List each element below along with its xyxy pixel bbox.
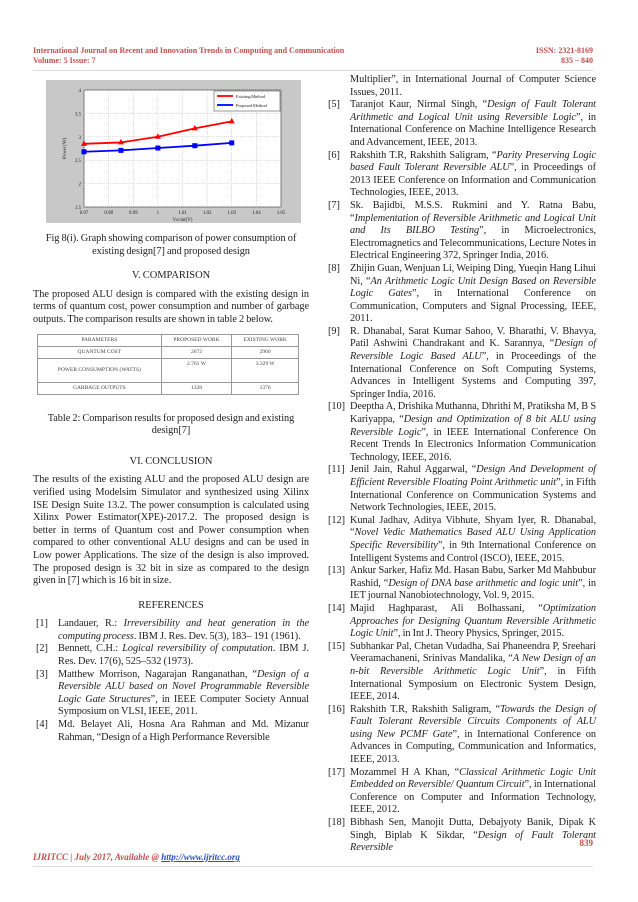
y-tick-label: 2.5: [74, 159, 81, 165]
data-point: [82, 149, 87, 154]
y-tick-label: 3.5: [74, 112, 81, 118]
reference-text: [350, 704, 596, 767]
reference-pre: Taranjot Kaur, Nirmal Singh, “: [350, 99, 488, 111]
reference-pre: Kunal Jadhav, Aditya Vibhute, Shyam Iyer, R. Dhanabal, “: [350, 514, 596, 539]
table-cell: 2.761 W: [161, 358, 232, 382]
reference-post: ”, in International Conference on Machine Intelligence Research and Advancement, IEEE, 2013.: [350, 111, 597, 148]
reference-text: [350, 326, 596, 402]
footer-divider: [33, 866, 593, 867]
footer-text: IJRITCC | July 2017, Available @: [33, 852, 162, 862]
reference-number: [15]: [328, 640, 345, 652]
reference-post: ”, in Microelectronics, Electromagnetics and Telecommunications, Lecture Notes in Electrical Engineering 372, Springer India, 2016.: [350, 225, 596, 262]
reference-item: [328, 603, 596, 641]
reference-post: ”, in IEEE Computer Society Annual Symposium on VLSI, IEEE, 2011.: [58, 693, 309, 718]
reference-title: An Arithmetic Logic Unit Design Based on Reversible Logic Gates: [350, 275, 596, 300]
conclusion-text: The results of the existing ALU and the proposed ALU design are verified using Modelsim Simulator and synthesized using Xilinx ISE Design Suite 13.2. The power consumption is calculated using Xilinx Power Estimator(XPE)-2017.2. The proposed design is better in terms of Quantum cost and Power consumption when compared to other conventional ALU designs and can be used in Low power Applications. The size of the design is also improved. The proposed design is 32 bit in size as compared to the design given in [7] which is 16 bit in size.: [33, 474, 309, 587]
reference-pre: Landauer, R.:: [58, 618, 124, 630]
reference-item: [328, 641, 596, 704]
reference-post: ”, in Fifth International Conference on Communication Systems and Network Technologies, IEEE, 2015.: [350, 477, 596, 514]
reference-number: [17]: [328, 766, 345, 778]
journal-link[interactable]: http://www.ijritcc.org: [161, 852, 240, 862]
y-tick-label: 4: [78, 89, 81, 94]
y-axis-label: Power (W): [63, 137, 68, 160]
x-tick-label: 1.02: [202, 211, 212, 216]
data-point: [229, 140, 234, 145]
reference-item: [328, 464, 596, 514]
table-row: [38, 382, 299, 394]
reference-text: [350, 641, 596, 704]
figure-caption: Fig 8(i). Graph showing comparison of power consumption of existing design[7] and proposed design: [45, 233, 297, 257]
x-tick-label: 1.03: [227, 211, 237, 216]
reference-text: [350, 603, 596, 641]
reference-text: [350, 515, 596, 565]
reference-title: Design and Optimization of 8 bit ALU using Reversible Logic: [350, 414, 596, 438]
reference-item: [328, 515, 596, 565]
reference-text: [350, 401, 596, 464]
reference-number: [2]: [36, 643, 48, 655]
reference-item: [36, 669, 309, 719]
page-number: 839: [579, 838, 593, 848]
reference-text: [58, 669, 309, 719]
reference-item: [328, 401, 596, 464]
comparison-heading: V. COMPARISON: [131, 270, 211, 282]
data-point: [118, 148, 123, 153]
reference-number: [10]: [328, 401, 345, 413]
page-header: [33, 46, 593, 66]
comparison-text: The proposed ALU design is compared with the existing design in terms of quantum cost, power consumption and number of garbage outputs. The comparison results are shown in table 2 below.: [33, 288, 309, 325]
reference-pre: Matthew Morrison, Nagarajan Ranganathan, “: [58, 668, 257, 680]
reference-title: Design of DNA base arithmetic and logic unit: [388, 577, 579, 589]
reference-number: [7]: [328, 199, 340, 211]
legend-label: Existing Method: [236, 94, 265, 99]
reference-number: [5]: [328, 99, 340, 111]
reference-title: Logical reversibility of computation: [122, 643, 273, 655]
power-chart: [46, 80, 301, 223]
issn: ISSN: 2321-8169: [535, 46, 593, 55]
reference-title: Implementation of Reversible Arithmetic and Logical Unit and Its BILBO Testing: [350, 212, 596, 237]
reference-title: Design And Development of Efficient Reversible Floating Point Arithmetic unit: [350, 464, 596, 488]
reference-item: [36, 618, 309, 643]
table-cell: 3.329 W: [232, 358, 299, 382]
table-header: PARAMETERS: [38, 334, 162, 346]
conclusion-heading: VI. CONCLUSION: [129, 455, 213, 467]
reference-text: [350, 565, 596, 603]
table-cell: 1328: [161, 382, 232, 394]
references-list-right: [328, 99, 596, 855]
reference-post: ”, in 9th International Conference on Intelligent Systems and Control (ISCO), IEEE, 2015.: [350, 539, 596, 564]
reference-pre: Ankur Sarker, Hafiz Md. Hasan Babu, Sarker Md Mahbubur Rashid, “: [350, 565, 596, 589]
reference-post: ”, in International Conference on Advances in Computing, Communication and Informatics, IEEE, 2013.: [350, 728, 596, 766]
table-caption: Table 2: Comparison results for proposed design and existing design[7]: [47, 412, 295, 437]
reference-item: [328, 767, 596, 817]
reference-post: ”, in Proceedings of the International Conference on Soft Computing Systems, Advances in Intelligent Systems and Computing 397, Springer India, 2016.: [350, 351, 596, 400]
reference-number: [6]: [328, 149, 340, 161]
reference-title: Towards the Design of Fault Tolerant Reversible Circuits Components of ALU using New PCMF Gate: [350, 703, 596, 740]
comparison-table: [37, 334, 299, 395]
power-chart-figure: [46, 80, 301, 223]
table-header-row: [38, 334, 299, 346]
reference-title: Design of Reversible Logic Based ALU: [350, 338, 597, 363]
table-header: EXISTING WORK: [232, 334, 299, 346]
reference-text: [58, 719, 309, 744]
x-tick-label: 1.05: [276, 211, 286, 216]
reference-number: [8]: [328, 262, 340, 274]
table-cell: 2672: [161, 346, 232, 358]
reference-number: [3]: [36, 668, 48, 680]
x-axis-label: Vccint(V): [172, 218, 193, 223]
x-tick-label: 0.98: [104, 211, 113, 216]
reference-number: [14]: [328, 602, 345, 614]
reference-post: . IBM J. Res. Dev. 17(6), 525–532 (1973).: [58, 643, 309, 668]
x-tick-label: 1.01: [178, 211, 187, 216]
reference-post: . IBM J. Res. Dev. 5(3), 183– 191 (1961).: [133, 630, 301, 642]
reference-title: Classical Arithmetic Logic Unit Embedded on Reversible/ Quantum Circuit: [350, 766, 596, 791]
table-cell: GARBAGE OUTPUTS: [38, 382, 162, 394]
volume-issue: Volume: 5 Issue: 7: [33, 56, 96, 65]
reference-number: [18]: [328, 817, 345, 829]
journal-title: International Journal on Recent and Innovation Trends in Computing and Communication: [33, 46, 345, 55]
reference-pre: R. Dhanabal, Sarat Kumar Sahoo, V. Bharathi, V. Bhavya, Patil Ashwini Chandrakant and K. Sarannya, “: [350, 325, 596, 350]
references-list-left: [33, 618, 309, 744]
reference-pre: Deeptha A, Drishika Muthanna, Dhrithi M, Pratiksha M, B S Kariyappa, “: [350, 401, 596, 426]
reference-text: [350, 767, 596, 817]
reference-pre: Mozammel H A Khan, “: [350, 766, 460, 778]
reference-title: Optimization Approaches for Designing Quantum Reversible Arithmetic Logic Unit: [350, 602, 596, 640]
y-tick-label: 3: [78, 135, 81, 141]
left-column: [33, 80, 309, 744]
reference-item: [328, 263, 596, 326]
reference-text: [350, 263, 596, 326]
reference-title: Design of a Reversible ALU based on Novel Programmable Reversible Logic Gate Structures: [58, 668, 309, 705]
reference-pre: Jenil Jain, Rahul Aggarwal, “: [350, 464, 477, 476]
table-cell: 1376: [232, 382, 299, 394]
data-point: [155, 146, 160, 151]
reference-text: [350, 99, 596, 149]
y-tick-label: 2: [78, 182, 81, 188]
reference-number: [4]: [36, 719, 48, 731]
reference-text: [350, 464, 596, 514]
reference-pre: Zhijin Guan, Wenjuan Li, Weiping Ding, Yueqin Hang Lihui Ni, “: [350, 262, 596, 287]
table-header: PROPOSED WORK: [161, 334, 232, 346]
table-cell: POWER CONSUMPTION (WATTS): [38, 358, 162, 382]
reference-item: [36, 719, 309, 744]
reference-post: ”, in IEEE International Conference On Recent Trends In Electronics Information Communication Technology, IEEE, 2016.: [350, 426, 596, 463]
reference-post: ”, in Int J. Theory Physics, Springer, 2015.: [393, 628, 565, 640]
reference-item: [328, 99, 596, 149]
reference-item: [328, 150, 596, 200]
reference-title: Design of Fault Tolerant Arithmetic and Logical Unit using Reversible Logic: [350, 99, 596, 123]
reference-item: [36, 643, 309, 668]
x-tick-label: 1.04: [252, 211, 261, 216]
table-cell: 2960: [232, 346, 299, 358]
references-heading: REFERENCES: [138, 599, 204, 611]
reference-item: [328, 200, 596, 263]
x-tick-label: 0.97: [79, 211, 89, 216]
reference-pre: Rakshith T.R, Rakshith Saligram, “: [350, 703, 500, 715]
reference-number: [9]: [328, 325, 340, 337]
reference-pre: Subhankar Pal, Chetan Vudadha, Sai Phaneendra P, Sreehari Veeramachaneni, Srinivas Mandalika, “: [350, 640, 596, 665]
reference-item: [328, 817, 596, 855]
reference-text: [350, 200, 596, 263]
y-tick-label: 1.5: [74, 206, 81, 211]
reference-post: ”, in International Conference on Communication, Computers and Signal Processing, IEEE, 2011.: [350, 288, 596, 325]
reference-title: Novel Vedic Mathematics Based ALU Using Application Specific Reversibility: [350, 527, 596, 551]
reference-text: [350, 150, 596, 200]
x-tick-label: 1: [156, 211, 160, 216]
page-range: 835 – 840: [561, 56, 593, 65]
reference-item: [328, 704, 596, 767]
reference-title: Parity Preserving Logic based Fault Tolerant Reversible ALU: [350, 149, 596, 174]
reference-number: [12]: [328, 514, 345, 526]
reference-pre: Sk. Bajidbi, M.S.S. Rukmini and Y. Ratna Babu, “: [350, 199, 596, 224]
reference-number: [13]: [328, 565, 345, 577]
reference-number: [16]: [328, 703, 345, 715]
reference-title: Design of Fault Tolerant Reversible: [350, 829, 596, 854]
reference-title: A New Design of an n-bit Reversible Arithmetic Logic Unit: [350, 653, 596, 677]
right-column: [328, 74, 596, 855]
reference-post: ”, in IET journal Nanobiotechnology, Vol. 9, 2015.: [350, 577, 597, 602]
reference-item: [328, 326, 596, 402]
table-row: [38, 358, 299, 382]
reference-post: ”, in Proceedings of 2013 IEEE Conference on Information and Communication Technologies, IEEE, 2013.: [350, 162, 596, 199]
reference-title: Irreversibility and heat generation in the computing process: [58, 618, 309, 642]
reference-pre: Bibhash Sen, Manojit Dutta, Debajyoty Banik, Dipak K Singh, Biplab K Sikdar, “: [350, 817, 596, 841]
reference-number: [11]: [328, 464, 345, 476]
legend-label: Proposed Method: [236, 103, 267, 108]
x-tick-label: 0.99: [128, 211, 138, 216]
table-cell: QUANTUM COST: [38, 346, 162, 358]
footer: [33, 852, 240, 862]
reference-text: [58, 643, 309, 668]
reference-post: ”, in Fifth International Symposium on Electronic System Design, IEEE, 2014.: [350, 665, 596, 703]
reference-post: ”, in International Conference on Computer and Information Technology, IEEE, 2012.: [350, 779, 596, 816]
reference-text: [350, 817, 596, 855]
reference-pre: Bennett, C.H.:: [58, 643, 123, 655]
reference-pre: Md. Belayet Ali, Hosna Ara Rahman and Md. Mizanur Rahman, “Design of a High Performance Reversible: [58, 719, 309, 743]
reference-text: [58, 618, 309, 643]
header-divider: [33, 70, 593, 71]
reference-item: [328, 565, 596, 603]
data-point: [192, 143, 197, 148]
reference-pre: Majid Haghparast, Ali Bolhassani, “: [350, 602, 543, 614]
reference-pre: Rakshith T.R, Rakshith Saligram, “: [350, 149, 497, 161]
reference-continuation: Multiplier”, in International Journal of Computer Science Issues, 2011.: [350, 74, 596, 98]
reference-number: [1]: [36, 618, 48, 630]
table-row: [38, 346, 299, 358]
